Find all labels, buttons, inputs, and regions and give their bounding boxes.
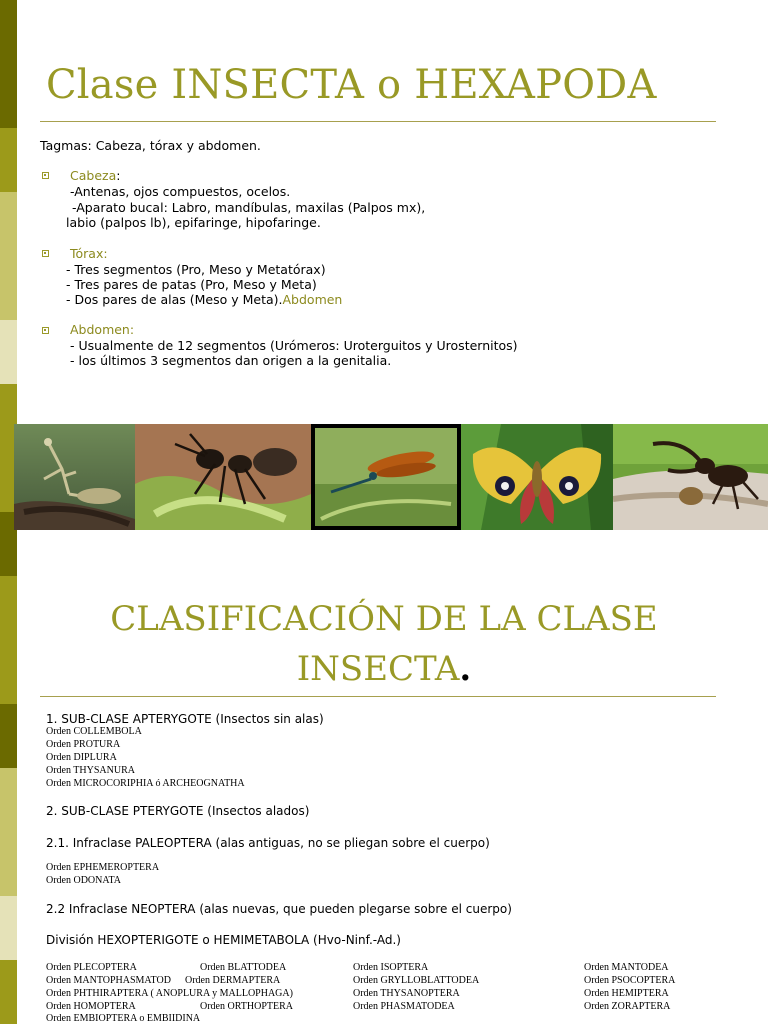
order-item: Orden COLLEMBOLA (46, 726, 142, 737)
square-bullet-icon (42, 327, 49, 334)
section-cabeza (70, 168, 120, 183)
torax-line: - Tres pares de patas (Pro, Meso y Meta) (66, 277, 317, 292)
order-item: Orden HOMOPTERA (46, 1001, 136, 1012)
subclass-apterygote: 1. SUB-CLASE APTERYGOTE (Insectos sin alas) (46, 712, 324, 726)
order-item: Orden EPHEMEROPTERA (46, 862, 160, 873)
order-item: Orden HEMIPTERA (584, 988, 669, 999)
slide-title-line2 (0, 644, 768, 694)
order-item: Orden THYSANOPTERA (353, 988, 460, 999)
slide-title-dot: . (459, 649, 472, 689)
infraclass-neoptera: 2.2 Infraclase NEOPTERA (alas nuevas, que pueden plegarse sobre el cuerpo) (46, 902, 512, 916)
order-item: Orden ODONATA (46, 875, 122, 886)
slide-title-line1: CLASIFICACIÓN DE LA CLASE (110, 599, 658, 639)
abdomen-link[interactable]: Abdomen (282, 292, 343, 307)
torax-line: - Tres segmentos (Pro, Meso y Metatórax) (66, 262, 326, 277)
slide-title-line2-text: INSECTA (296, 649, 460, 689)
order-item: Orden EMBIOPTERA o EMBIIDINA (46, 1013, 201, 1024)
cabeza-line: -Antenas, ojos compuestos, ocelos. (70, 184, 291, 199)
abdomen-line: - Usualmente de 12 segmentos (Urómeros: Uroterguitos y Urosternitos) (70, 338, 518, 353)
slide-clasificacion (0, 512, 768, 1024)
subclass-pterygote: 2. SUB-CLASE PTERYGOTE (Insectos alados) (46, 804, 310, 818)
order-item: Orden GRYLLOBLATTODEA (353, 975, 480, 986)
order-item: Orden ISOPTERA (353, 962, 429, 973)
abdomen-line: - los últimos 3 segmentos dan origen a la genitalia. (70, 353, 392, 368)
torax-line (66, 292, 342, 307)
slide-title (0, 594, 768, 694)
order-item: Orden BLATTODEA (200, 962, 287, 973)
infraclass-paleoptera: 2.1. Infraclase PALEOPTERA (alas antiguas, no se pliegan sobre el cuerpo) (46, 836, 490, 850)
order-item: Orden DERMAPTERA (185, 975, 281, 986)
square-bullet-icon (42, 250, 49, 257)
order-item: Orden THYSANURA (46, 765, 135, 776)
section-cabeza-label: Cabeza (70, 168, 117, 183)
order-item: Orden MANTODEA (584, 962, 669, 973)
title-rule (40, 121, 716, 122)
order-item: Orden PHTHIRAPTERA ( ANOPLURA y MALLOPHAGA) (46, 988, 293, 999)
order-item: Orden PSOCOPTERA (584, 975, 676, 986)
section-cabeza-colon: : (116, 168, 121, 183)
section-torax-label: Tórax: (70, 246, 108, 261)
order-item: Orden PLECOPTERA (46, 962, 137, 973)
cabeza-line: -Aparato bucal: Labro, mandíbulas, maxilas (Palpos mx), (72, 200, 426, 215)
order-item: Orden ZORAPTERA (584, 1001, 671, 1012)
order-item: Orden PROTURA (46, 739, 121, 750)
cabeza-line: labio (palpos lb), epifaringe, hipofaringe. (66, 215, 321, 230)
order-item: Orden PHASMATODEA (353, 1001, 455, 1012)
order-item: Orden MICROCORIPHIA ó ARCHEOGNATHA (46, 778, 245, 789)
order-item: Orden ORTHOPTERA (200, 1001, 294, 1012)
section-abdomen-label: Abdomen: (70, 322, 135, 337)
tagmas-text: Tagmas: Cabeza, tórax y abdomen. (40, 138, 261, 153)
torax-line-text: - Dos pares de alas (Meso y Meta). (66, 292, 283, 307)
square-bullet-icon (42, 172, 49, 179)
title-rule (40, 696, 716, 697)
order-item: Orden MANTOPHASMATOD (46, 975, 171, 986)
slide-title: Clase INSECTA o HEXAPODA (46, 62, 657, 108)
division-hemimetabola: División HEXOPTERIGOTE o HEMIMETABOLA (Hvo-Ninf.-Ad.) (46, 933, 401, 947)
order-item: Orden DIPLURA (46, 752, 117, 763)
